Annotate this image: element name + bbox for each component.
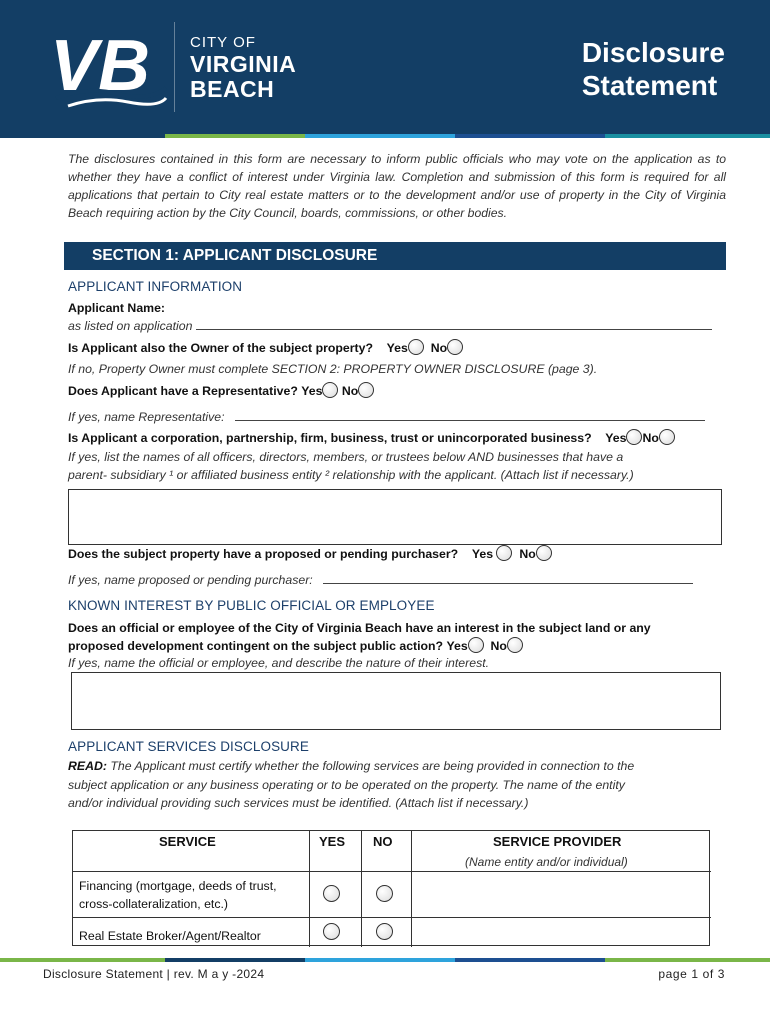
purchaser-name-row <box>68 572 693 589</box>
corporation-question: Is Applicant a corporation, partnership, firm, business, trust or unincorporated business? <box>68 431 592 445</box>
owner-question: Is Applicant also the Owner of the subject property? <box>68 341 373 355</box>
corp-yes-label: Yes <box>605 431 627 445</box>
col-service: SERVICE <box>159 834 216 849</box>
corporation-note-line1: If yes, list the names of all officers, directors, members, or trustees below AND businesses that have a <box>68 450 624 464</box>
page-header <box>0 0 770 138</box>
city-logo-icon <box>48 28 168 108</box>
footer-color-stripe <box>0 958 770 962</box>
corporation-note-line2: parent- subsidiary ¹ or affiliated business entity ² relationship with the applicant. (Attach list if necessary.) <box>68 468 634 482</box>
known-interest-note: If yes, name the official or employee, and describe the nature of their interest. <box>68 656 490 670</box>
document-title <box>582 36 725 102</box>
known-interest-question-line2: proposed development contingent on the subject public action? <box>68 639 444 653</box>
col-no: NO <box>373 834 393 849</box>
read-text-1: The Applicant must certify whether the following services are being provided in connection to the <box>110 759 635 773</box>
corp-no-label: No <box>642 431 659 445</box>
table-divider <box>361 831 362 947</box>
logo-divider <box>174 22 175 112</box>
interest-yes-radio[interactable] <box>468 637 484 653</box>
applicant-name-label: Applicant Name: <box>68 301 166 315</box>
document-title-line2: Statement <box>581 70 718 101</box>
purchaser-no-label: No <box>519 547 536 561</box>
read-label: READ: <box>68 759 107 773</box>
city-name-line1: VIRGINIA <box>190 51 297 77</box>
section-1-header: SECTION 1: APPLICANT DISCLOSURE <box>64 242 726 270</box>
rep-yes-label: Yes <box>301 384 323 398</box>
footer-document-info: Disclosure Statement | rev. M a y -2024 <box>43 967 265 981</box>
representative-question: Does Applicant have a Representative? <box>68 384 298 398</box>
representative-name-label: If yes, name Representative: <box>68 410 225 424</box>
official-interest-textbox[interactable] <box>71 672 721 730</box>
services-table <box>72 830 710 946</box>
financing-yes-radio[interactable] <box>323 885 340 902</box>
corp-yes-radio[interactable] <box>626 429 642 445</box>
owner-yes-radio[interactable] <box>408 339 424 355</box>
financing-provider-field[interactable] <box>412 872 709 917</box>
rep-no-label: No <box>341 384 359 398</box>
owner-note: If no, Property Owner must complete SECTION 2: PROPERTY OWNER DISCLOSURE (page 3). <box>68 362 598 376</box>
realtor-no-radio[interactable] <box>376 923 393 940</box>
table-divider <box>309 831 310 947</box>
known-interest-question-line1: Does an official or employee of the City of Virginia Beach have an interest in the subject land or any <box>68 621 651 635</box>
service-financing-line1: Financing (mortgage, deeds of trust, <box>79 879 277 893</box>
owner-no-label: No <box>430 341 448 355</box>
table-divider <box>73 917 413 918</box>
purchaser-question-row <box>68 545 552 563</box>
representative-name-field[interactable] <box>235 409 705 421</box>
realtor-provider-field[interactable] <box>412 918 709 946</box>
interest-no-radio[interactable] <box>507 637 523 653</box>
purchaser-yes-radio[interactable] <box>496 545 512 561</box>
col-yes: YES <box>319 834 346 849</box>
city-of-label: CITY OF <box>190 34 256 51</box>
applicant-name-field[interactable] <box>196 318 712 330</box>
representative-question-row <box>68 382 374 400</box>
officers-list-textbox[interactable] <box>68 489 722 545</box>
col-provider-sub: (Name entity and/or individual) <box>465 855 628 869</box>
footer-page-number: page 1 of 3 <box>658 967 725 981</box>
logo-letters: VB <box>50 28 151 106</box>
col-provider: SERVICE PROVIDER <box>493 834 622 849</box>
header-color-stripe <box>0 134 770 138</box>
purchaser-name-field[interactable] <box>323 572 693 584</box>
corp-no-radio[interactable] <box>659 429 675 445</box>
rep-no-radio[interactable] <box>358 382 374 398</box>
known-interest-heading: KNOWN INTEREST BY PUBLIC OFFICIAL OR EMPLOYEE <box>68 598 435 613</box>
owner-yes-label: Yes <box>386 341 408 355</box>
known-interest-question-row <box>68 637 523 655</box>
owner-no-radio[interactable] <box>447 339 463 355</box>
representative-name-row <box>68 409 705 426</box>
realtor-yes-radio[interactable] <box>323 923 340 940</box>
financing-no-radio[interactable] <box>376 885 393 902</box>
applicant-name-row <box>68 318 712 335</box>
services-heading: APPLICANT SERVICES DISCLOSURE <box>68 739 309 754</box>
intro-paragraph: The disclosures contained in this form are necessary to inform public officials who may vote on the application as to whether they have a conflict of interest under Virginia law. Completion and submission of this form is required for all applications that pertain to City real estate matters or to the development and/or use of property in the City of Virginia Beach requiring action by the City Council, boards, commissions, or other bodies. <box>68 152 726 220</box>
owner-question-row <box>68 339 463 357</box>
interest-yes-label: Yes <box>446 639 468 653</box>
interest-no-label: No <box>490 639 507 653</box>
purchaser-yes-label: Yes <box>471 547 494 561</box>
document-title-line1: Disclosure <box>581 37 725 68</box>
services-read-line1 <box>68 758 634 775</box>
table-divider <box>73 871 413 872</box>
applicant-name-hint: as listed on application <box>68 319 193 333</box>
city-name-line2: BEACH <box>190 76 275 102</box>
purchaser-no-radio[interactable] <box>536 545 552 561</box>
city-name <box>190 52 296 102</box>
services-read-line2: subject application or any business operating or to be operated on the property. The name of the entity <box>68 778 625 792</box>
purchaser-question: Does the subject property have a proposed or pending purchaser? <box>68 547 459 561</box>
service-financing-line2: cross-collateralization, etc.) <box>79 897 228 911</box>
rep-yes-radio[interactable] <box>322 382 338 398</box>
applicant-info-heading: APPLICANT INFORMATION <box>68 279 243 294</box>
table-row <box>79 877 277 913</box>
service-realtor: Real Estate Broker/Agent/Realtor <box>79 929 261 943</box>
services-read-line3: and/or individual providing such services must be identified. (Attach list if necessary.) <box>68 796 529 810</box>
corporation-question-row <box>68 429 675 447</box>
purchaser-name-label: If yes, name proposed or pending purchaser: <box>68 573 313 587</box>
